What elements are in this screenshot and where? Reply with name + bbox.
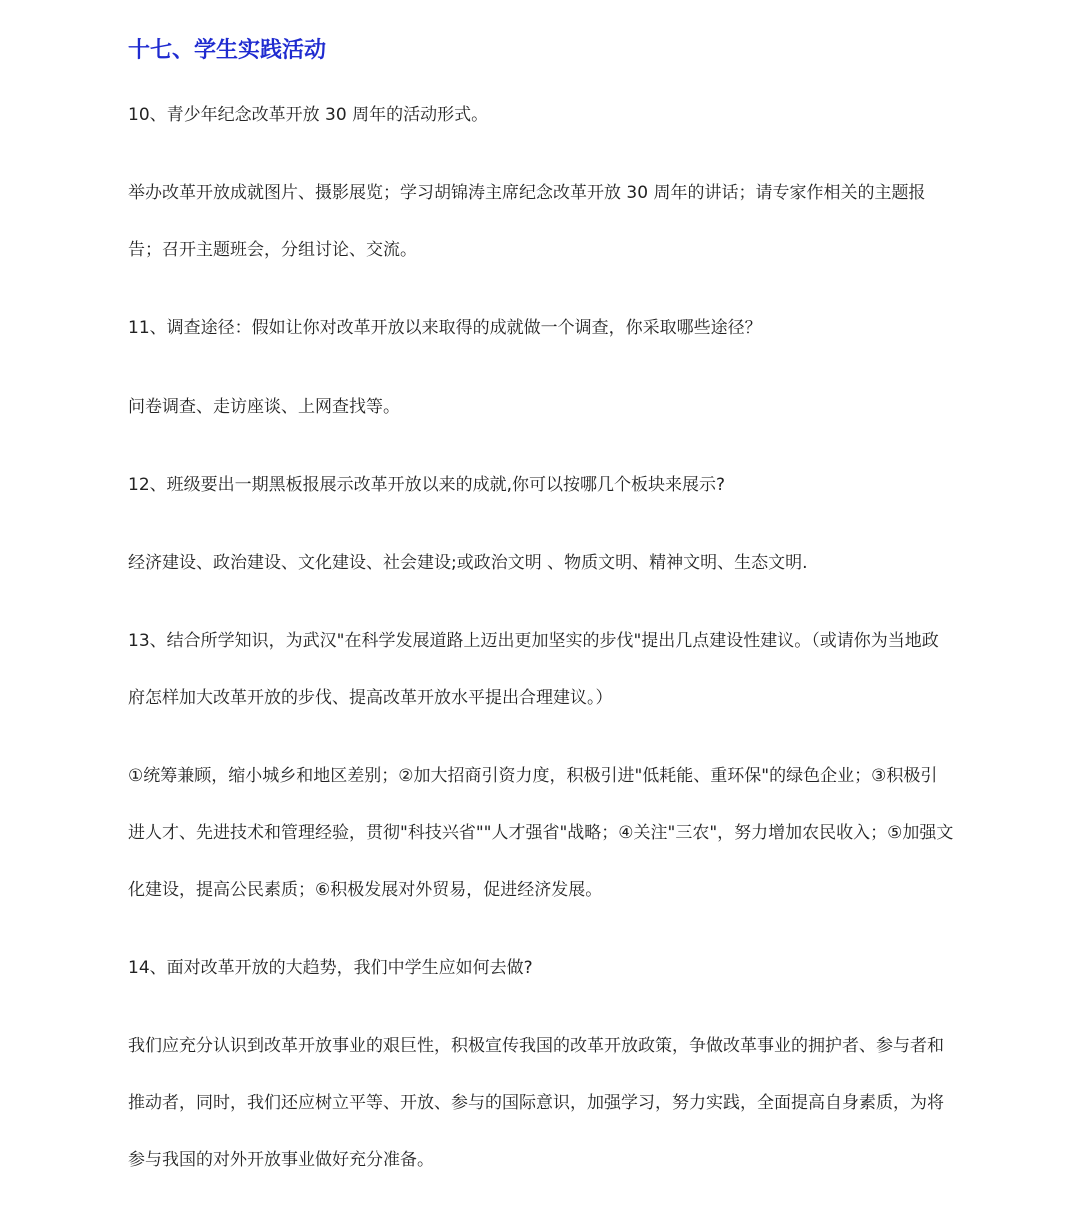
answer-13: ①统筹兼顾，缩小城乡和地区差别；②加大招商引资力度，积极引进"低耗能、重环保"的绿色企业；③积极引进人才、先进技术和管理经验，贯彻"科技兴省""人才强省"战略；④关注"三农"，努力增加农民收入；⑤加强文化建设，提高公民素质；⑥积极发展对外贸易，促进经济发展。 xyxy=(128,766,954,900)
question-11: 11、调查途径：假如让你对改革开放以来取得的成就做一个调查，你采取哪些途径？ xyxy=(128,318,762,338)
question-10: 10、青少年纪念改革开放 30 周年的活动形式。 xyxy=(128,105,489,125)
question-13: 13、结合所学知识，为武汉"在科学发展道路上迈出更加坚实的步伐"提出几点建设性建议。（或请你为当地政府怎样加大改革开放的步伐、提高改革开放水平提出合理建议。） xyxy=(128,631,939,708)
question-14: 14、面对改革开放的大趋势，我们中学生应如何去做? xyxy=(128,958,533,978)
answer-10: 举办改革开放成就图片、摄影展览；学习胡锦涛主席纪念改革开放 30 周年的讲话；请专家作相关的主题报告；召开主题班会，分组讨论、交流。 xyxy=(128,183,926,260)
answer-14: 我们应充分认识到改革开放事业的艰巨性，积极宣传我国的改革开放政策，争做改革事业的拥护者、参与者和推动者，同时，我们还应树立平等、开放、参与的国际意识，加强学习，努力实践，全面提高自身素质，为将参与我国的对外开放事业做好充分准备。 xyxy=(128,1036,944,1170)
answer-12: 经济建设、政治建设、文化建设、社会建设;或政治文明 、物质文明、精神文明、生态文明. xyxy=(128,553,808,573)
question-12: 12、班级要出一期黑板报展示改革开放以来的成就,你可以按哪几个板块来展示? xyxy=(128,475,726,495)
answer-11: 问卷调查、走访座谈、上网查找等。 xyxy=(128,397,400,417)
section-title: 十七、学生实践活动 xyxy=(128,38,327,63)
